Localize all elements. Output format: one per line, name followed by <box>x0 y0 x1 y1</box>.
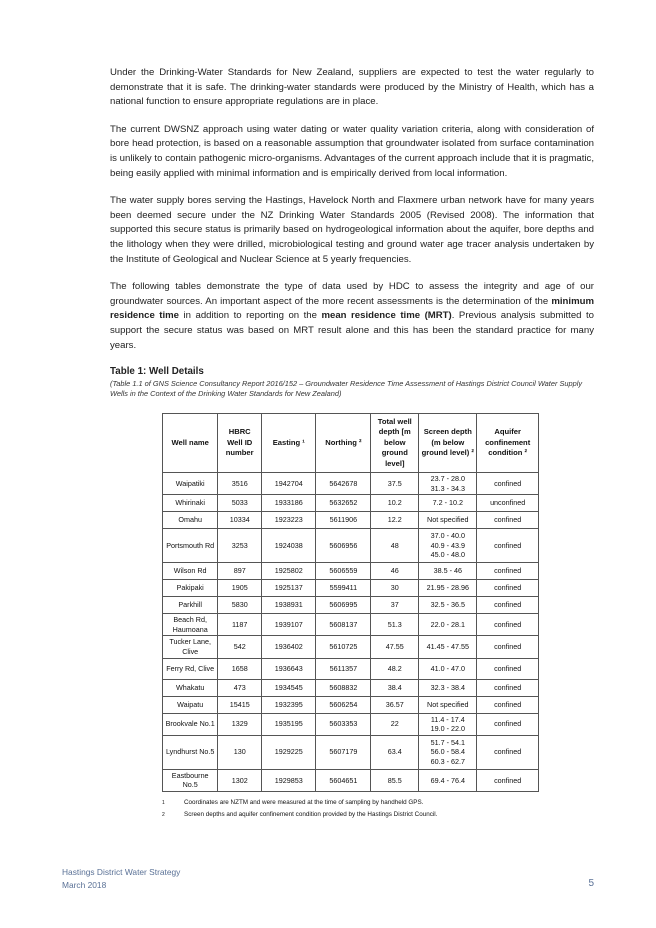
table-cell: Parkhill <box>163 597 218 614</box>
footnote-text: Coordinates are NZTM and were measured at the time of sampling by handheld GPS. <box>184 799 424 806</box>
table-cell: 38.5 - 46 <box>419 563 477 580</box>
cell-line: 11.4 - 17.4 <box>430 714 465 724</box>
table-cell: 1302 <box>218 769 262 791</box>
table-cell: Ferry Rd, Clive <box>163 658 218 679</box>
table-header-row <box>163 414 539 473</box>
table-cell: 5599411 <box>316 580 371 597</box>
table-cell: 1658 <box>218 658 262 679</box>
table-cell: 1942704 <box>262 473 316 495</box>
table-cell: 1905 <box>218 580 262 597</box>
table-cell: 1934545 <box>262 679 316 696</box>
table-cell: 1929853 <box>262 769 316 791</box>
cell-line: 60.3 - 62.7 <box>430 757 465 767</box>
table-cell: Whakatu <box>163 679 218 696</box>
table-row <box>163 636 539 658</box>
table-row <box>163 696 539 713</box>
table-cell: 1932395 <box>262 696 316 713</box>
text-segment: The following tables demonstrate the type of data used by HDC to assess the integrity and age of our groundwater sources. An important aspect of the more recent assessments is the determination of the <box>110 281 594 307</box>
table-cell: Waipatiki <box>163 473 218 495</box>
column-header: Easting ¹ <box>262 414 316 473</box>
table-cell: 69.4 - 76.4 <box>419 769 477 791</box>
table-cell: 32.5 - 36.5 <box>419 597 477 614</box>
paragraph-standards: Under the Drinking-Water Standards for New Zealand, suppliers are expected to test the water regularly to demonstrate that it is safe. The drinking-water standards were produced by the Ministry of Health, which has a national function to ensure appropriate regulations are in place. <box>110 67 594 108</box>
table-cell: 1925137 <box>262 580 316 597</box>
table-cell: confined <box>477 696 539 713</box>
table-cell: 5608832 <box>316 679 371 696</box>
table-cell: Eastbourne No.5 <box>163 769 218 791</box>
table-cell: Tucker Lane, Clive <box>163 636 218 658</box>
table-cell: Whirinaki <box>163 495 218 512</box>
table-cell: 1923223 <box>262 512 316 529</box>
table-cell: 10.2 <box>371 495 419 512</box>
table-cell: 5632652 <box>316 495 371 512</box>
table-cell: 1924038 <box>262 529 316 563</box>
table-cell: 5606254 <box>316 696 371 713</box>
table-cell: 37 <box>371 597 419 614</box>
table-row <box>163 713 539 735</box>
table-cell <box>419 735 477 769</box>
table-row <box>163 614 539 636</box>
table-cell: 130 <box>218 735 262 769</box>
table-row <box>163 563 539 580</box>
table-cell: 46 <box>371 563 419 580</box>
table-cell: 1936402 <box>262 636 316 658</box>
table-cell: 1925802 <box>262 563 316 580</box>
table-cell: 5606995 <box>316 597 371 614</box>
footer-date: March 2018 <box>62 879 107 890</box>
table-cell: 1929225 <box>262 735 316 769</box>
cell-line: 56.0 - 58.4 <box>430 747 465 757</box>
table-cell <box>419 713 477 735</box>
table-cell: 1935195 <box>262 713 316 735</box>
table-cell: 5606956 <box>316 529 371 563</box>
table-row <box>163 495 539 512</box>
table-cell <box>419 529 477 563</box>
table-cell: 1329 <box>218 713 262 735</box>
table-cell: 38.4 <box>371 679 419 696</box>
table-cell: 48 <box>371 529 419 563</box>
paragraph-water-supply-bores: The water supply bores serving the Hastings, Havelock North and Flaxmere urban network have for many years been deemed secure under the NZ Drinking Water Standards 2005 (Revised 2008). The information that supported this secure status is primarily based on hydrogeological information about the aquifer, bore depths and the lithology when they were drilled, microbiological testing and ground water age tracer analysis undertaken by the Institute of Geological and Nuclear Science at 5 yearly frequencies. <box>110 195 594 265</box>
emphasis-mean-residence-time: mean residence time (MRT) <box>321 310 452 322</box>
table-cell: confined <box>477 529 539 563</box>
table-cell: 51.3 <box>371 614 419 636</box>
text-segment: in addition to reporting on the <box>179 310 322 322</box>
table-row <box>163 529 539 563</box>
table-cell: 1938931 <box>262 597 316 614</box>
table-cell: 897 <box>218 563 262 580</box>
table-cell: 5603353 <box>316 713 371 735</box>
cell-line: 37.0 - 40.0 <box>430 531 465 541</box>
table-cell: Not specified <box>419 696 477 713</box>
table-cell: 1187 <box>218 614 262 636</box>
table-cell: 542 <box>218 636 262 658</box>
paragraph-following-tables <box>110 280 594 353</box>
table-row <box>163 769 539 791</box>
table-cell: 30 <box>371 580 419 597</box>
table-footnotes <box>162 797 542 821</box>
table-cell: Wilson Rd <box>163 563 218 580</box>
table-cell: 37.5 <box>371 473 419 495</box>
table-cell: 1936643 <box>262 658 316 679</box>
column-header: Aquifer confinement condition ² <box>477 414 539 473</box>
table-cell: 36.57 <box>371 696 419 713</box>
table-cell: 1939107 <box>262 614 316 636</box>
table-cell: 5611357 <box>316 658 371 679</box>
table-cell: Brookvale No.1 <box>163 713 218 735</box>
footer-document-title: Hastings District Water Strategy <box>62 867 181 877</box>
cell-line: 31.3 - 34.3 <box>430 483 465 493</box>
text-segment: . Previous analysis submitted to support the secure status was based on MRT result alone and this has been the standard practice for many years. <box>110 310 594 351</box>
footnote <box>162 797 542 809</box>
table-cell: confined <box>477 735 539 769</box>
table-cell: confined <box>477 512 539 529</box>
table-cell: 10334 <box>218 512 262 529</box>
table-cell: 5830 <box>218 597 262 614</box>
cell-line: 51.7 - 54.1 <box>430 737 465 747</box>
cell-line: 45.0 - 48.0 <box>430 550 465 560</box>
emphasis-minimum-residence-time: minimum residence time <box>110 295 594 322</box>
table-cell: confined <box>477 636 539 658</box>
table-row <box>163 679 539 696</box>
paragraph-dwsnz-approach: The current DWSNZ approach using water dating or water quality variation criteria, along with consideration of bore head protection, is based on a reasonable assumption that groundwater isolated from surface contamination is unlikely to contain pathogenic micro-organisms. Advantages of the current approach include that it is pragmatic, being easily applied with minimal information and is empirically derived from local information. <box>110 123 594 179</box>
table-cell: confined <box>477 658 539 679</box>
table-cell: Not specified <box>419 512 477 529</box>
table-cell: 5607179 <box>316 735 371 769</box>
table-row <box>163 735 539 769</box>
table-cell: confined <box>477 473 539 495</box>
table-cell: 12.2 <box>371 512 419 529</box>
cell-line: 40.9 - 43.9 <box>430 540 465 550</box>
table-cell: 5611906 <box>316 512 371 529</box>
table-caption: (Table 1.1 of GNS Science Consultancy Report 2016/152 – Groundwater Residence Time Assessment of Hastings District Council Water Supply Wells in the Context of the Drinking Water Standards for New Zealand) <box>110 379 583 399</box>
table-cell: confined <box>477 769 539 791</box>
table-cell: unconfined <box>477 495 539 512</box>
table-cell: confined <box>477 580 539 597</box>
footnote-mark: 1 <box>162 800 165 806</box>
table-cell: 1933186 <box>262 495 316 512</box>
cell-line: 23.7 - 28.0 <box>430 474 465 483</box>
table-cell: confined <box>477 713 539 735</box>
table-cell: Waipatu <box>163 696 218 713</box>
table-cell: 5604651 <box>316 769 371 791</box>
table-row <box>163 473 539 495</box>
table-title: Table 1: Well Details <box>110 366 204 378</box>
well-details-table <box>162 413 539 792</box>
table-row <box>163 512 539 529</box>
column-header: Northing ² <box>316 414 371 473</box>
table-cell: confined <box>477 563 539 580</box>
table-cell: 85.5 <box>371 769 419 791</box>
table-cell: 22.0 - 28.1 <box>419 614 477 636</box>
table-cell: confined <box>477 597 539 614</box>
column-header: Well name <box>163 414 218 473</box>
table-body <box>163 473 539 792</box>
table-cell: Lyndhurst No.5 <box>163 735 218 769</box>
table-cell: 63.4 <box>371 735 419 769</box>
table-cell: 47.55 <box>371 636 419 658</box>
column-header: Screen depth (m below ground level) ² <box>419 414 477 473</box>
page-footer <box>62 866 180 891</box>
table-cell: 3516 <box>218 473 262 495</box>
table-cell: confined <box>477 679 539 696</box>
table-cell: Portsmouth Rd <box>163 529 218 563</box>
table-cell <box>419 473 477 495</box>
table-cell: 473 <box>218 679 262 696</box>
table-cell: 48.2 <box>371 658 419 679</box>
table-cell: 7.2 - 10.2 <box>419 495 477 512</box>
cell-line: 19.0 - 22.0 <box>430 724 465 734</box>
document-body <box>110 66 594 399</box>
table-cell: Pakipaki <box>163 580 218 597</box>
footnote-text: Screen depths and aquifer confinement condition provided by the Hastings District Council. <box>184 811 438 818</box>
table-row <box>163 580 539 597</box>
table-cell: 5606559 <box>316 563 371 580</box>
column-header: Total well depth [m below ground level] <box>371 414 419 473</box>
page-number: 5 <box>588 878 594 889</box>
table-cell: 41.0 - 47.0 <box>419 658 477 679</box>
table-cell: 15415 <box>218 696 262 713</box>
table-cell: 5610725 <box>316 636 371 658</box>
footnote-mark: 2 <box>162 812 165 818</box>
table-cell: Beach Rd, Haumoana <box>163 614 218 636</box>
table-cell: 5033 <box>218 495 262 512</box>
table-row <box>163 658 539 679</box>
table-cell: 22 <box>371 713 419 735</box>
table-cell: 41.45 - 47.55 <box>419 636 477 658</box>
table-cell: 5642678 <box>316 473 371 495</box>
table-cell: Omahu <box>163 512 218 529</box>
table-row <box>163 597 539 614</box>
table-cell: 5608137 <box>316 614 371 636</box>
table-cell: 21.95 - 28.96 <box>419 580 477 597</box>
table-cell: 3253 <box>218 529 262 563</box>
column-header: HBRC Well ID number <box>218 414 262 473</box>
footnote <box>162 809 542 821</box>
table-cell: confined <box>477 614 539 636</box>
table-cell: 32.3 - 38.4 <box>419 679 477 696</box>
